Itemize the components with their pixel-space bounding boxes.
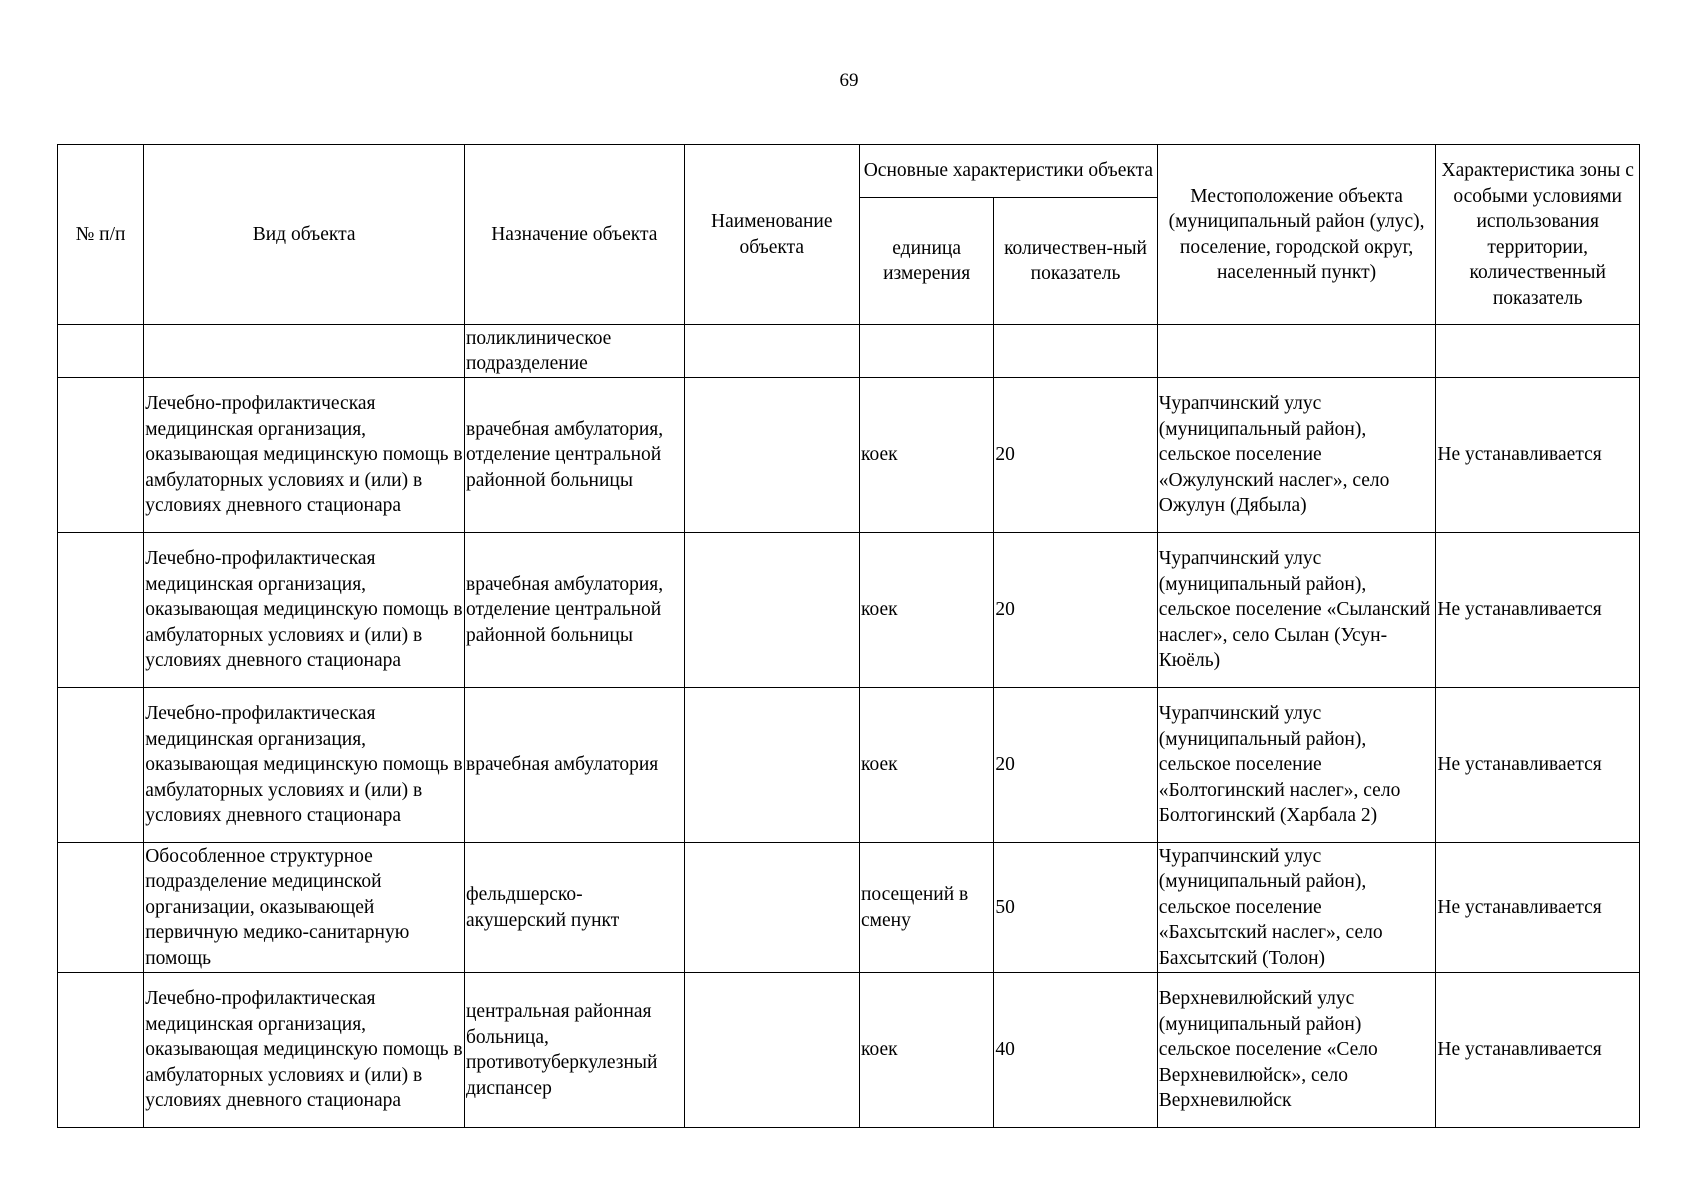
cell-zone: Не устанавливается bbox=[1436, 533, 1640, 688]
cell-purpose: центральная районная больница, противотуберкулезный диспансер bbox=[465, 973, 685, 1128]
cell-type bbox=[144, 325, 465, 378]
cell-zone: Не устанавливается bbox=[1436, 843, 1640, 973]
cell-num bbox=[58, 688, 144, 843]
cell-name bbox=[684, 973, 859, 1128]
cell-quantity bbox=[994, 325, 1157, 378]
cell-unit: посещений в смену bbox=[859, 843, 993, 973]
header-quantity: количествен-ный показатель bbox=[994, 198, 1157, 325]
cell-location: Чурапчинский улус (муниципальный район), сельское поселение «Болтогинский наслег», село Болтогинский (Харбала 2) bbox=[1157, 688, 1436, 843]
cell-unit: коек bbox=[859, 688, 993, 843]
cell-name bbox=[684, 843, 859, 973]
header-zone: Характеристика зоны с особыми условиями использования территории, количественный показатель bbox=[1436, 145, 1640, 325]
header-unit: единица измерения bbox=[859, 198, 993, 325]
table-row bbox=[58, 843, 1640, 973]
table-row bbox=[58, 378, 1640, 533]
cell-type: Обособленное структурное подразделение медицинской организации, оказывающей первичную медико-санитарную помощь bbox=[144, 843, 465, 973]
cell-location bbox=[1157, 325, 1436, 378]
cell-purpose: врачебная амбулатория, отделение центральной районной больницы bbox=[465, 378, 685, 533]
table-body bbox=[58, 325, 1640, 1128]
cell-num bbox=[58, 973, 144, 1128]
cell-purpose: врачебная амбулатория, отделение центральной районной больницы bbox=[465, 533, 685, 688]
header-characteristics: Основные характеристики объекта bbox=[859, 145, 1157, 198]
cell-type: Лечебно-профилактическая медицинская организация, оказывающая медицинскую помощь в амбулаторных условиях и (или) в условиях дневного стационара bbox=[144, 688, 465, 843]
cell-location: Чурапчинский улус (муниципальный район), сельское поселение «Бахсытский наслег», село Бахсытский (Толон) bbox=[1157, 843, 1436, 973]
objects-table bbox=[57, 144, 1640, 1128]
cell-name bbox=[684, 533, 859, 688]
table-row bbox=[58, 533, 1640, 688]
cell-purpose: врачебная амбулатория bbox=[465, 688, 685, 843]
cell-num bbox=[58, 843, 144, 973]
cell-name bbox=[684, 325, 859, 378]
cell-quantity: 40 bbox=[994, 973, 1157, 1128]
table-row bbox=[58, 973, 1640, 1128]
table-row bbox=[58, 325, 1640, 378]
cell-name bbox=[684, 688, 859, 843]
cell-unit: коек bbox=[859, 378, 993, 533]
cell-quantity: 20 bbox=[994, 533, 1157, 688]
page-number: 69 bbox=[839, 70, 859, 91]
cell-quantity: 20 bbox=[994, 688, 1157, 843]
cell-zone bbox=[1436, 325, 1640, 378]
cell-type: Лечебно-профилактическая медицинская организация, оказывающая медицинскую помощь в амбулаторных условиях и (или) в условиях дневного стационара bbox=[144, 973, 465, 1128]
cell-name bbox=[684, 378, 859, 533]
cell-unit bbox=[859, 325, 993, 378]
cell-num bbox=[58, 378, 144, 533]
cell-num bbox=[58, 533, 144, 688]
cell-type: Лечебно-профилактическая медицинская организация, оказывающая медицинскую помощь в амбулаторных условиях и (или) в условиях дневного стационара bbox=[144, 378, 465, 533]
cell-quantity: 20 bbox=[994, 378, 1157, 533]
table-row bbox=[58, 688, 1640, 843]
cell-num bbox=[58, 325, 144, 378]
cell-zone: Не устанавливается bbox=[1436, 688, 1640, 843]
cell-zone: Не устанавливается bbox=[1436, 973, 1640, 1128]
cell-zone: Не устанавливается bbox=[1436, 378, 1640, 533]
header-type: Вид объекта bbox=[144, 145, 465, 325]
cell-quantity: 50 bbox=[994, 843, 1157, 973]
cell-location: Чурапчинский улус (муниципальный район), сельское поселение «Ожулунский наслег», село Ожулун (Дябыла) bbox=[1157, 378, 1436, 533]
header-purpose: Назначение объекта bbox=[465, 145, 685, 325]
header-name: Наименование объекта bbox=[684, 145, 859, 325]
cell-unit: коек bbox=[859, 533, 993, 688]
cell-purpose: поликлиническое подразделение bbox=[465, 325, 685, 378]
header-num: № п/п bbox=[58, 145, 144, 325]
cell-location: Чурапчинский улус (муниципальный район), сельское поселение «Сыланский наслег», село Сылан (Усун-Кюёль) bbox=[1157, 533, 1436, 688]
cell-purpose: фельдшерско-акушерский пункт bbox=[465, 843, 685, 973]
cell-type: Лечебно-профилактическая медицинская организация, оказывающая медицинскую помощь в амбулаторных условиях и (или) в условиях дневного стационара bbox=[144, 533, 465, 688]
header-location: Местоположение объекта (муниципальный район (улус), поселение, городской округ, населенный пункт) bbox=[1157, 145, 1436, 325]
cell-unit: коек bbox=[859, 973, 993, 1128]
cell-location: Верхневилюйский улус (муниципальный район) сельское поселение «Село Верхневилюйск», село Верхневилюйск bbox=[1157, 973, 1436, 1128]
table-header bbox=[58, 145, 1640, 325]
